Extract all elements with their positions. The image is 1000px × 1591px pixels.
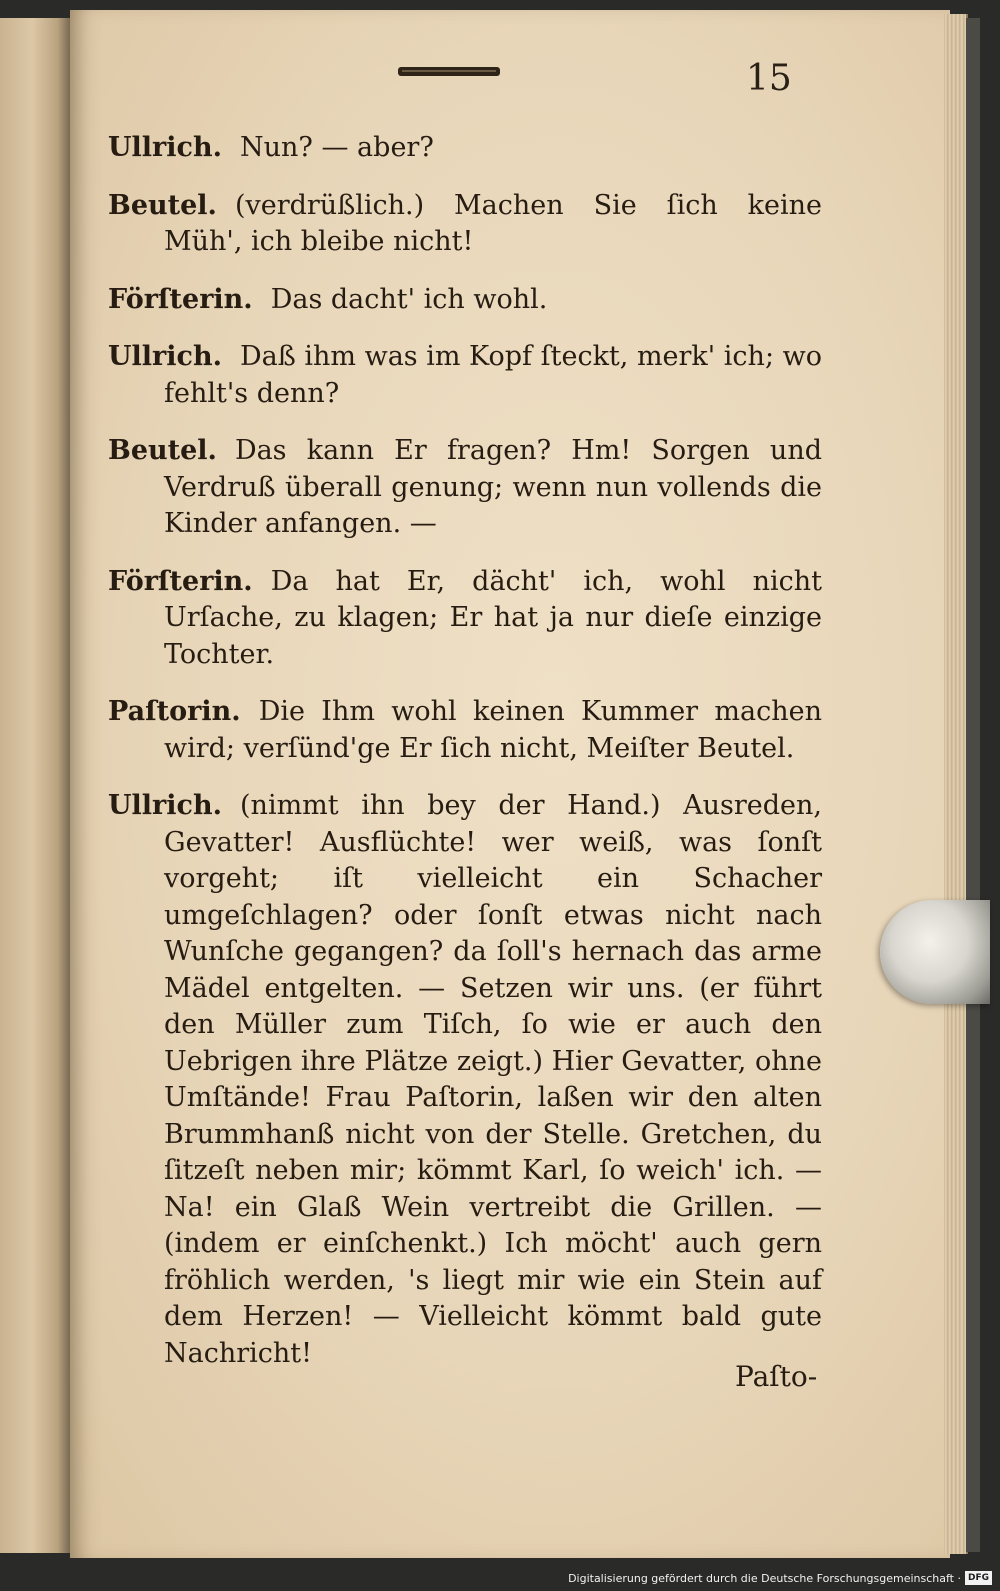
book-cover-edge bbox=[966, 18, 980, 1552]
speech-line bbox=[108, 282, 822, 319]
ornamental-rule bbox=[398, 67, 500, 76]
speech-text: Daß ihm was im Kopf ſteckt, merk' ich; wo fehlt's denn? bbox=[164, 341, 822, 409]
speech-line bbox=[108, 433, 822, 543]
dialogue-text bbox=[108, 130, 822, 1393]
speech-text: Da hat Er, dächt' ich, wohl nicht Urſache, zu klagen; Er hat ja nur dieſe einzige Tochter. bbox=[164, 565, 822, 670]
speech-line bbox=[108, 130, 822, 167]
speech-line bbox=[108, 188, 822, 261]
speech-text: Nun? — aber? bbox=[240, 132, 434, 163]
speech-line bbox=[108, 339, 822, 412]
speaker-name: Paſtorin. bbox=[108, 696, 241, 727]
speaker-name: Beutel. bbox=[108, 435, 217, 466]
page-number: 15 bbox=[746, 58, 792, 99]
speaker-name: Förſterin. bbox=[108, 283, 253, 315]
digitization-footer bbox=[568, 1569, 992, 1587]
speaker-name: Ullrich. bbox=[108, 132, 223, 163]
page-stack-edge bbox=[944, 14, 968, 1554]
speech-text: (verdrüßlich.) Machen Sie ſich keine Müh', ich bleibe nicht! bbox=[164, 189, 822, 257]
dfg-logo: DFG bbox=[965, 1571, 992, 1585]
speaker-name: Beutel. bbox=[108, 189, 217, 221]
catchword: Paſto- bbox=[735, 1360, 818, 1393]
footer-credit: Digitalisierung gefördert durch die Deutsche Forschungsgemeinschaft · bbox=[568, 1571, 961, 1585]
speech-text: (nimmt ihn bey der Hand.) Ausreden, Gevatter! Ausflüchte! wer weiß, was ſonſt vorgeht; iſt vielleicht ein Schacher umgeſchlagen? oder ſonſt etwas nicht nach Wunſche gegangen? da ſoll's hernach das arme Mädel entgelten. — Setzen wir uns. (er führt den Müller zum Tiſch, ſo wie er auch den Uebrigen ihre Plätze zeigt.) Hier Gevatter, ohne Umſtände! Frau Paſtorin, laßen wir den alten Brummhanß nicht von der Stelle. Gretchen, du ſitzeſt neben mir; kömmt Karl, ſo weich' ich. — Na! ein Glaß Wein vertreibt die Grillen. — (indem er einſchenkt.) Ich möcht' auch gern fröhlich werden, 's liegt mir wie ein Stein auf dem Herzen! — Vielleicht kömmt bald gute Nachricht! bbox=[164, 790, 822, 1369]
speaker-name: Förſterin. bbox=[108, 565, 253, 597]
speech-line bbox=[108, 788, 822, 1372]
speaker-name: Ullrich. bbox=[108, 790, 223, 821]
speech-text: Das kann Er fragen? Hm! Sorgen und Verdruß überall genung; wenn nun vollends die Kinder anfangen. — bbox=[164, 435, 822, 539]
facing-page-edge bbox=[0, 18, 72, 1553]
page-clip bbox=[880, 900, 990, 1004]
speech-text: Das dacht' ich wohl. bbox=[270, 283, 548, 315]
speech-text: Die Ihm wohl keinen Kummer machen wird; verſünd'ge Er ſich nicht, Meiſter Beutel. bbox=[164, 696, 822, 764]
speaker-name: Ullrich. bbox=[108, 341, 223, 372]
speech-line bbox=[108, 564, 822, 674]
speech-line bbox=[108, 694, 822, 767]
